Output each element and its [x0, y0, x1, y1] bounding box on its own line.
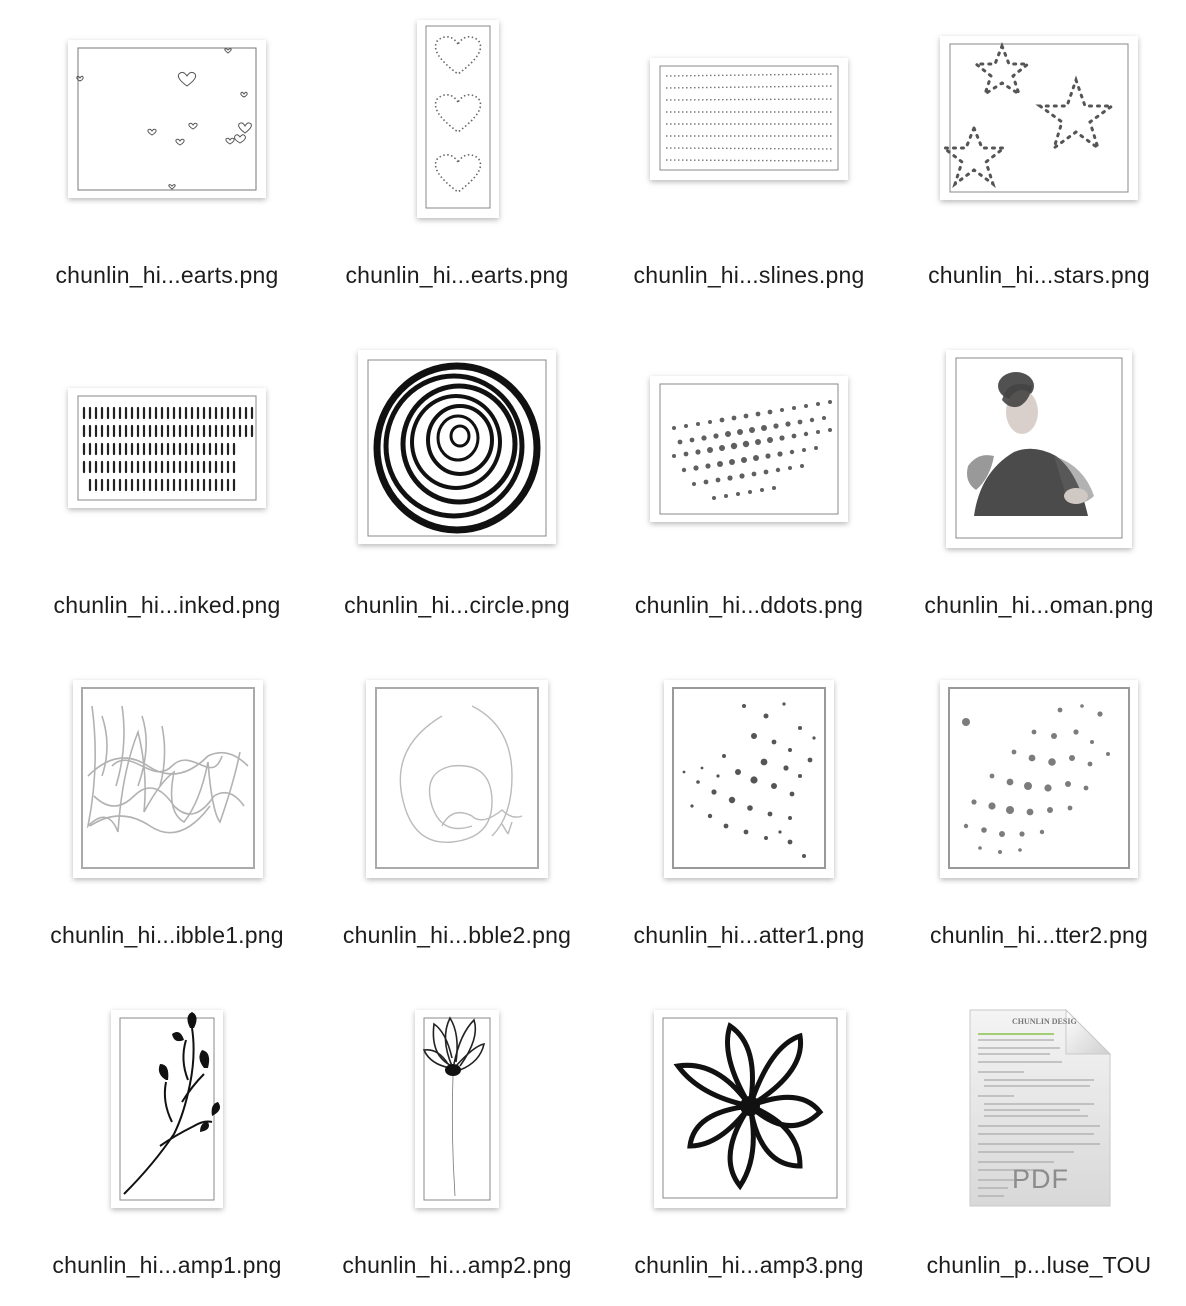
file-name[interactable]: chunlin_hi...earts.png	[55, 262, 279, 288]
file-name[interactable]: chunlin_hi...tter2.png	[930, 922, 1148, 948]
svg-text:CHUNLIN DESIG: CHUNLIN DESIG	[1012, 1017, 1077, 1026]
file-thumbnail[interactable]	[614, 16, 884, 246]
file-thumbnail[interactable]	[904, 676, 1174, 906]
file-name[interactable]: chunlin_hi...amp2.png	[342, 1252, 572, 1278]
file-thumbnail[interactable]	[322, 16, 592, 246]
pdf-badge: PDF	[1012, 1164, 1069, 1194]
file-item[interactable]	[904, 1006, 1174, 1306]
file-item[interactable]	[614, 346, 884, 646]
file-name[interactable]: chunlin_hi...circle.png	[344, 592, 570, 618]
file-thumbnail[interactable]	[322, 346, 592, 576]
file-thumbnail[interactable]	[32, 676, 302, 906]
file-item[interactable]	[322, 1006, 592, 1306]
file-thumbnail[interactable]	[322, 676, 592, 906]
file-thumbnail[interactable]	[32, 1006, 302, 1236]
file-name[interactable]: chunlin_hi...atter1.png	[633, 922, 865, 948]
file-item[interactable]	[32, 1006, 302, 1306]
file-name[interactable]: chunlin_hi...ibble1.png	[50, 922, 284, 948]
file-name[interactable]: chunlin_hi...oman.png	[924, 592, 1154, 618]
file-name[interactable]: chunlin_hi...stars.png	[928, 262, 1150, 288]
file-item[interactable]	[904, 346, 1174, 646]
file-thumbnail[interactable]	[32, 16, 302, 246]
file-name[interactable]: chunlin_hi...slines.png	[633, 262, 865, 288]
file-item[interactable]	[322, 16, 592, 316]
file-item[interactable]	[32, 676, 302, 976]
file-name[interactable]: chunlin_hi...bble2.png	[342, 922, 572, 948]
file-item[interactable]	[904, 676, 1174, 976]
file-name[interactable]: chunlin_hi...amp1.png	[52, 1252, 282, 1278]
file-item[interactable]	[614, 676, 884, 976]
file-thumbnail[interactable]	[614, 346, 884, 576]
file-thumbnail[interactable]	[614, 676, 884, 906]
file-name[interactable]: chunlin_hi...amp3.png	[634, 1252, 864, 1278]
file-item[interactable]	[32, 346, 302, 646]
file-thumbnail[interactable]	[904, 16, 1174, 246]
file-item[interactable]	[904, 16, 1174, 316]
file-name[interactable]: chunlin_p...luse_TOU	[926, 1252, 1152, 1278]
file-thumbnail[interactable]	[32, 346, 302, 576]
pdf-document-icon[interactable]	[904, 1006, 1174, 1236]
file-item[interactable]	[614, 1006, 884, 1306]
file-item[interactable]	[322, 676, 592, 976]
file-item[interactable]	[322, 346, 592, 646]
file-name[interactable]: chunlin_hi...ddots.png	[634, 592, 864, 618]
file-item[interactable]	[614, 16, 884, 316]
file-thumbnail[interactable]	[322, 1006, 592, 1236]
file-name[interactable]: chunlin_hi...earts.png	[345, 262, 569, 288]
file-thumbnail[interactable]	[904, 346, 1174, 576]
file-thumbnail[interactable]	[614, 1006, 884, 1236]
file-name[interactable]: chunlin_hi...inked.png	[53, 592, 281, 618]
file-item[interactable]	[32, 16, 302, 316]
